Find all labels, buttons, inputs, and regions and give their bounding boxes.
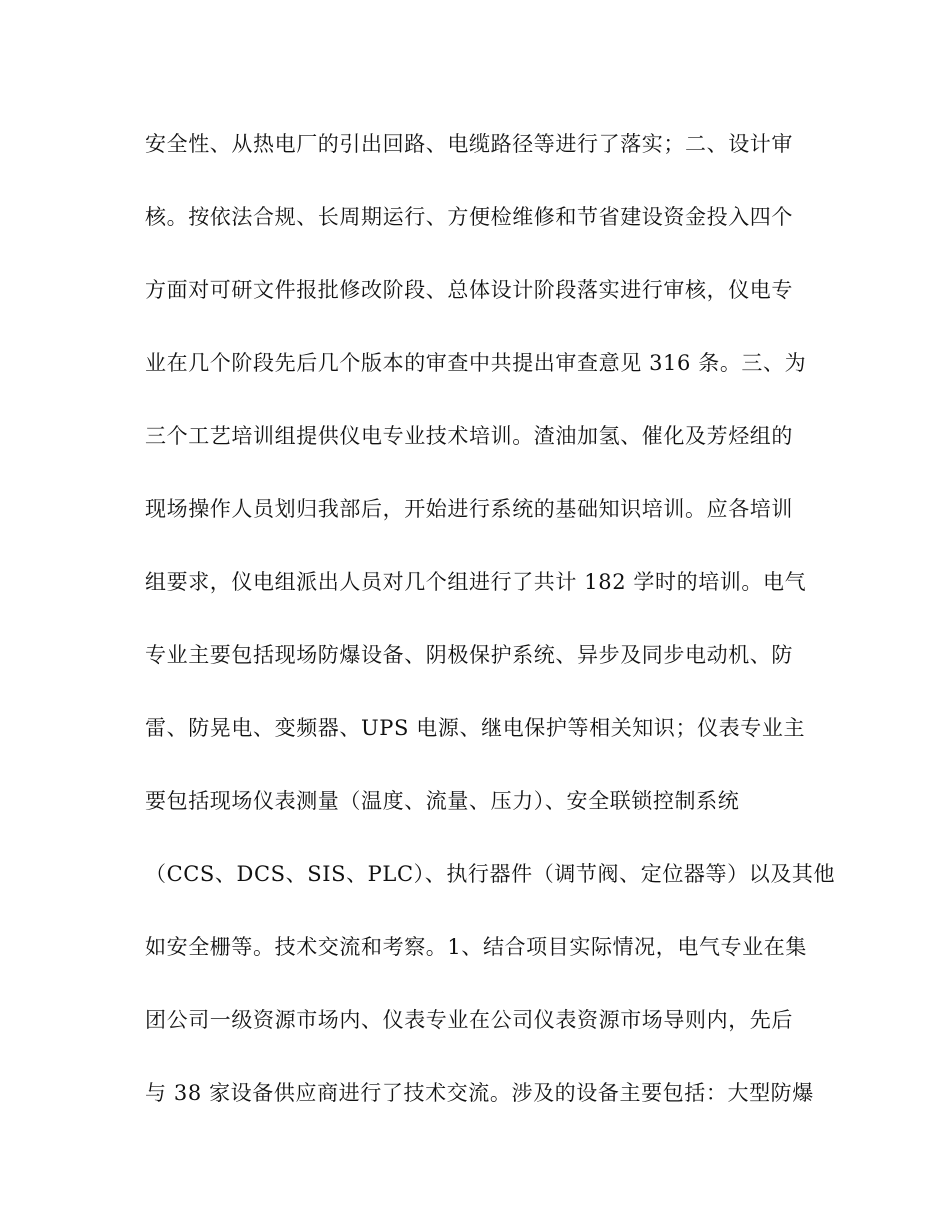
text-line-14: 与 38 家设备供应商进行了技术交流。涉及的设备主要包括：大型防爆 xyxy=(145,1081,814,1105)
text-line-4: 业在几个阶段先后几个版本的审查中共提出审查意见 316 条。三、为 xyxy=(145,351,807,375)
text-line-13: 团公司一级资源市场内、仪表专业在公司仪表资源市场导则内，先后 xyxy=(145,1008,793,1032)
text-line-3: 方面对可研文件报批修改阶段、总体设计阶段落实进行审核，仪电专 xyxy=(145,278,793,302)
text-line-5: 三个工艺培训组提供仪电专业技术培训。渣油加氢、催化及芳烃组的 xyxy=(145,424,793,448)
text-line-2: 核。按依法合规、长周期运行、方便检维修和节省建设资金投入四个 xyxy=(145,205,793,229)
text-line-1: 安全性、从热电厂的引出回路、电缆路径等进行了落实；二、设计审 xyxy=(145,132,793,156)
text-line-12: 如安全栅等。技术交流和考察。1、结合项目实际情况，电气专业在集 xyxy=(145,935,807,959)
text-line-7: 组要求，仪电组派出人员对几个组进行了共计 182 学时的培训。电气 xyxy=(145,570,807,594)
text-line-8: 专业主要包括现场防爆设备、阴极保护系统、异步及同步电动机、防 xyxy=(145,643,793,667)
text-line-11: （CCS、DCS、SIS、PLC）、执行器件（调节阀、定位器等）以及其他 xyxy=(145,862,836,886)
text-line-9: 雷、防晃电、变频器、UPS 电源、继电保护等相关知识；仪表专业主 xyxy=(145,716,806,740)
text-line-10: 要包括现场仪表测量（温度、流量、压力）、安全联锁控制系统 xyxy=(145,789,740,813)
text-line-6: 现场操作人员划归我部后，开始进行系统的基础知识培训。应各培训 xyxy=(145,497,793,521)
body-paragraph xyxy=(145,121,836,1143)
